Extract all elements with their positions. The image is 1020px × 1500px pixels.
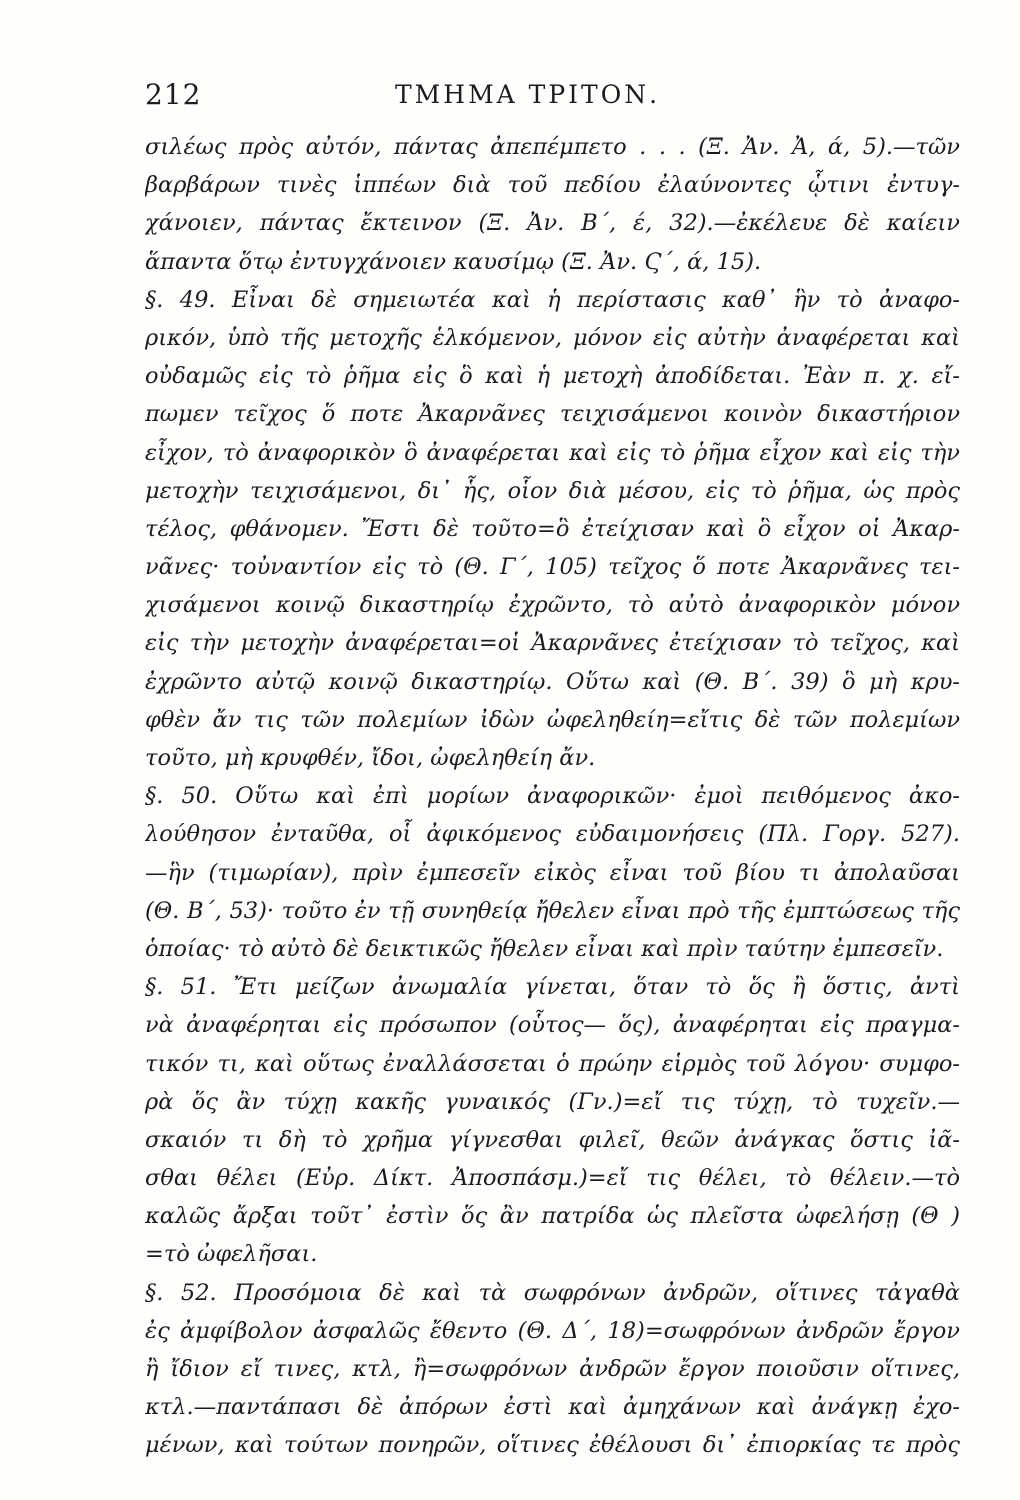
text-line: §. 50. Οὕτω καὶ ἐπὶ μορίων ἀναφορικῶν· ἐμοὶ πειθόμενος ἀκο- [145,783,960,810]
text-line: μετοχὴν τειχισάμενοι, δι᾿ ἧς, οἷον διὰ μέσου, εἰς τὸ ῥῆμα, ὡς πρὸς [145,477,960,504]
text-line: τικόν τι, καὶ οὕτως ἐναλλάσσεται ὁ πρώην εἱρμὸς τοῦ λόγου· συμφο- [145,1050,960,1077]
text-line: εἰς τὴν μετοχὴν ἀναφέρεται=οἱ Ἀκαρνᾶνες ἐτείχισαν τὸ τεῖχος, καὶ [145,630,960,657]
text-line: λούθησον ἐνταῦθα, οἷ ἀφικόμενος εὐδαιμονήσεις (Πλ. Γοργ. 527). [145,821,960,848]
page-header [145,78,955,118]
body-text [145,128,960,1465]
text-line: σκαιόν τι δὴ τὸ χρῆμα γίγνεσθαι φιλεῖ, θεῶν ἀνάγκας ὅστις ἰᾶ- [145,1126,960,1153]
text-line: ρικόν, ὑπὸ τῆς μετοχῆς ἑλκόμενον, μόνον εἰς αὐτὴν ἀναφέρεται καὶ [145,324,960,351]
text-line: ἢ ἴδιον εἴ τινες, κτλ, ἢ=σωφρόνων ἀνδρῶν ἔργον ποιοῦσιν οἵτινες, [145,1356,960,1382]
text-line: τέλος, φθάνομεν. Ἔστι δὲ τοῦτο=ὃ ἐτείχισαν καὶ ὃ εἶχον οἱ Ἀκαρ- [145,515,960,542]
text-line: ἐχρῶντο αὐτῷ κοινῷ δικαστηρίῳ. Οὕτω καὶ (Θ. Β΄. 39) ὃ μὴ κρυ- [145,668,960,695]
text-line: σιλέως πρὸς αὐτόν, πάντας ἀπεπέμπετο . . . (Ξ. Ἀν. Ἀ, ά, 5).—τῶν [145,134,960,160]
text-line: μένων, καὶ τούτων πονηρῶν, οἵτινες ἐθέλουσι δι᾿ ἐπιορκίας τε πρὸς [145,1432,960,1459]
running-head: ΤΜΗΜΑ ΤΡΙΤΟΝ. [395,80,661,109]
text-line: φθὲν ἄν τις τῶν πολεμίων ἰδὼν ὠφεληθείη=εἴτις δὲ τῶν πολεμίων [145,706,960,733]
text-line: χάνοιεν, πάντας ἔκτεινον (Ξ. Ἀν. Β΄, έ, 32).—ἐκέλευε δὲ καίειν [145,210,960,237]
text-line: §. 49. Εἶναι δὲ σημειωτέα καὶ ἡ περίστασις καθ᾿ ἣν τὸ ἀναφο- [145,286,960,313]
text-line: νὰ ἀναφέρηται εἰς πρόσωπον (οὗτος— ὅς), ἀναφέρηται εἰς πραγμα- [145,1012,960,1039]
text-line: ὁποίας· τὸ αὐτὸ δὲ δεικτικῶς ἤθελεν εἶναι καὶ πρὶν ταύτην ἐμπεσεῖν. [145,935,944,962]
text-line: (Θ. Β΄, 53)· τοῦτο ἐν τῇ συνηθείᾳ ἤθελεν εἶναι πρὸ τῆς ἐμπτώσεως τῆς [145,897,960,924]
text-line: =τὸ ὠφελῆσαι. [145,1241,318,1268]
text-line: πωμεν τεῖχος ὅ ποτε Ἀκαρνᾶνες τειχισάμενοι κοινὸν δικαστήριον [145,401,960,428]
text-line: κτλ.—παντάπασι δὲ ἀπόρων ἐστὶ καὶ ἀμηχάνων καὶ ἀνάγκῃ ἐχο- [145,1394,960,1421]
text-line: —ἣν (τιμωρίαν), πρὶν ἐμπεσεῖν εἰκὸς εἶναι τοῦ βίου τι ἀπολαῦσαι [145,859,960,886]
text-line: βαρβάρων τινὲς ἱππέων διὰ τοῦ πεδίου ἐλαύνοντες ᾧτινι ἐντυγ- [145,172,960,199]
text-line: σθαι θέλει (Εὐρ. Δίκτ. Ἀποσπάσμ.)=εἴ τις θέλει, τὸ θέλειν.—τὸ [145,1165,960,1192]
text-line: τοῦτο, μὴ κρυφθέν, ἴδοι, ὠφεληθείη ἄν. [145,745,596,771]
text-line: ἅπαντα ὅτῳ ἐντυγχάνοιεν καυσίμῳ (Ξ. Ἀν. Ϛ΄, ά, 15). [145,248,762,275]
text-line: χισάμενοι κοινῷ δικαστηρίῳ ἐχρῶντο, τὸ αὐτὸ ἀναφορικὸν μόνον [145,592,960,619]
text-line: §. 52. Προσόμοια δὲ καὶ τὰ σωφρόνων ἀνδρῶν, οἵτινες τἀγαθὰ [145,1279,960,1306]
page-number: 212 [145,78,202,111]
text-line: καλῶς ἄρξαι τοῦτ᾿ ἐστὶν ὅς ἂν πατρίδα ὡς πλεῖστα ὠφελήσῃ (Θ ) [145,1203,960,1230]
text-line: εἶχον, τὸ ἀναφορικὸν ὃ ἀναφέρεται καὶ εἰς τὸ ῥῆμα εἶχον καὶ εἰς τὴν [145,439,960,466]
text-line: ρὰ ὅς ἂν τύχῃ κακῆς γυναικός (Γν.)=εἴ τις τύχῃ, τὸ τυχεῖν.— [145,1088,960,1115]
text-line: οὐδαμῶς εἰς τὸ ῥῆμα εἰς ὃ καὶ ἡ μετοχὴ ἀποδίδεται. Ἐὰν π. χ. εἴ- [145,363,960,390]
text-line: νᾶνες· τοὐναντίον εἰς τὸ (Θ. Γ΄, 105) τεῖχος ὅ ποτε Ἀκαρνᾶνες τει- [145,554,960,581]
text-line: ἐς ἀμφίβολον ἀσφαλῶς ἔθεντο (Θ. Δ΄, 18)=σωφρόνων ἀνδρῶν ἔργον [145,1317,960,1344]
text-line: §. 51. Ἔτι μείζων ἀνωμαλία γίνεται, ὅταν τὸ ὅς ἢ ὅστις, ἀντὶ [145,974,960,1001]
